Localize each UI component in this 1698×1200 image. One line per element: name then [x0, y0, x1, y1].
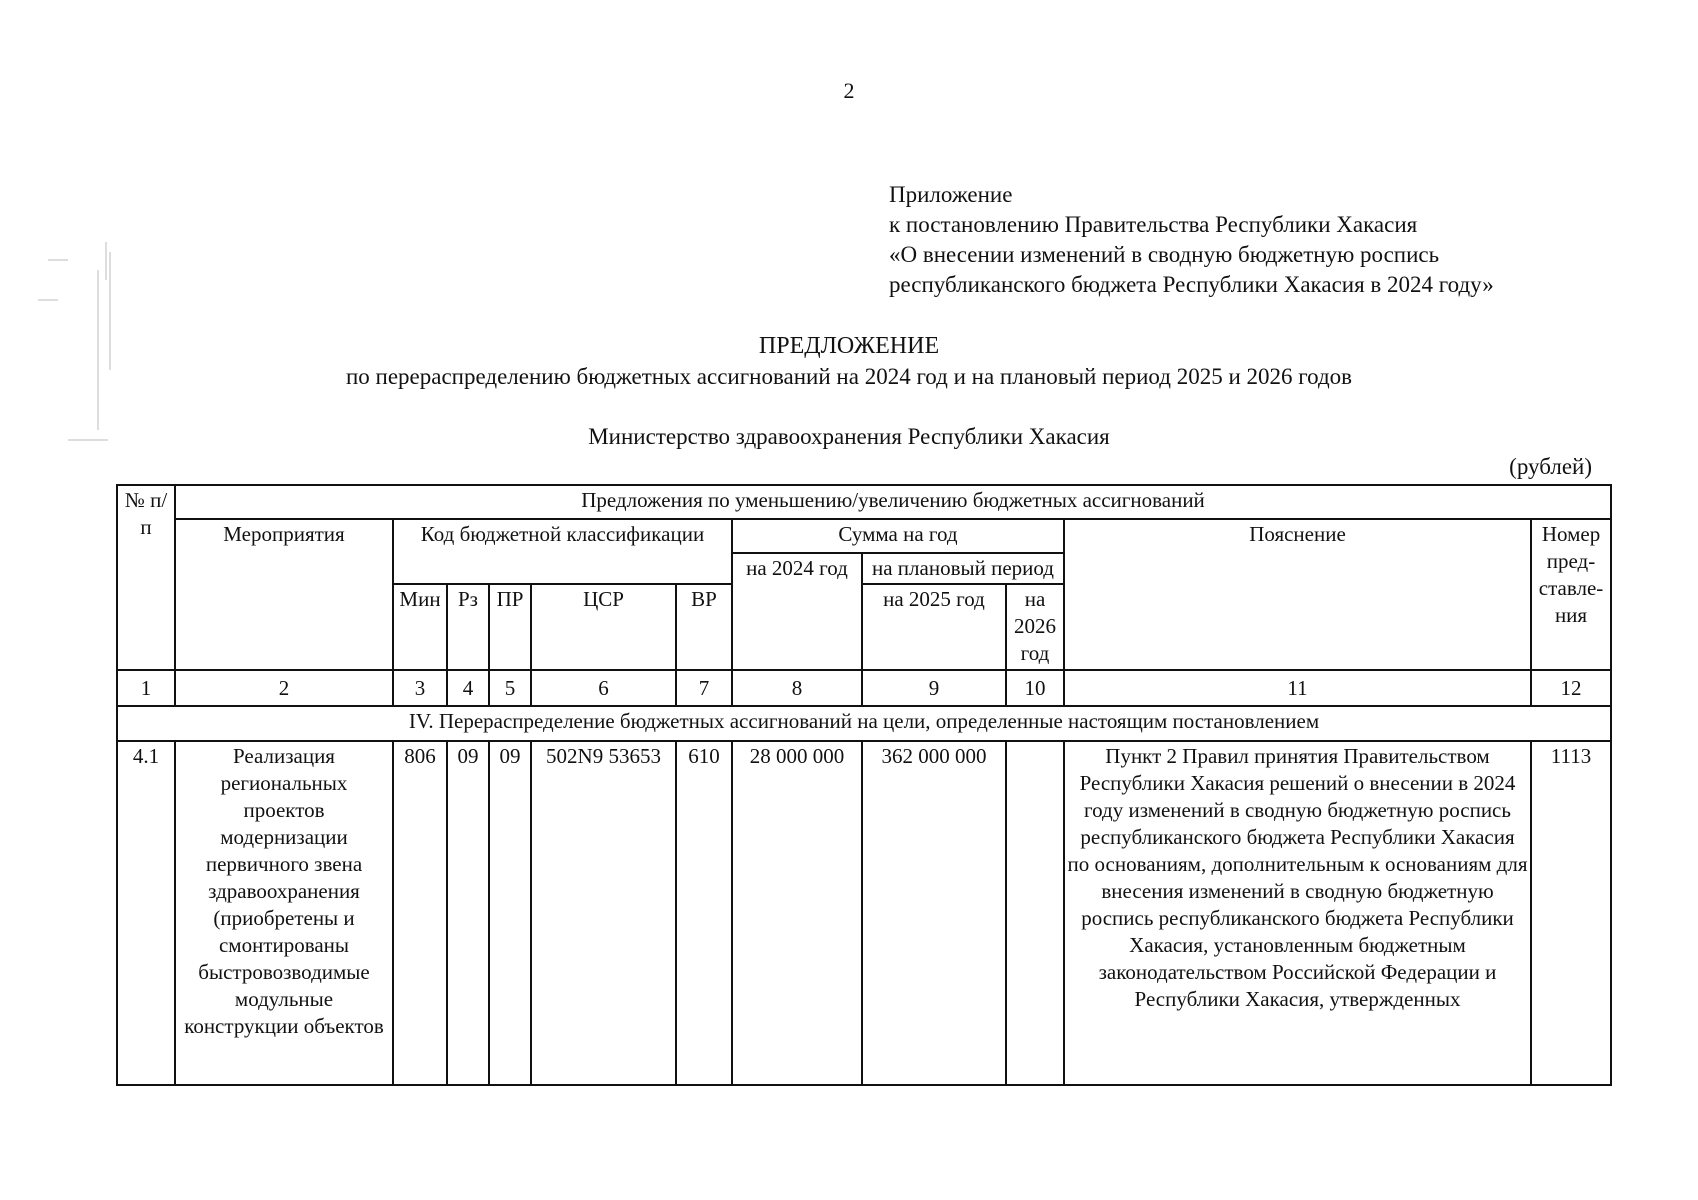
- appendix-line: «О внесении изменений в сводную бюджетную роспись: [889, 242, 1440, 267]
- row-amount-2024: 28 000 000: [732, 741, 862, 1085]
- row-amount-2026: [1006, 741, 1064, 1085]
- header-num: № п/п: [117, 485, 175, 670]
- appendix-line: Приложение: [889, 182, 1013, 207]
- row-min: 806: [393, 741, 447, 1085]
- column-number: 5: [489, 670, 531, 706]
- header-rz: Рз: [447, 584, 489, 670]
- appendix-line: к постановлению Правительства Республики Хакасия: [889, 212, 1418, 237]
- header-sum: Сумма на год: [732, 519, 1064, 553]
- row-amount-2025: 362 000 000: [862, 741, 1006, 1085]
- units-label: (рублей): [1509, 454, 1592, 479]
- row-pr: 09: [489, 741, 531, 1085]
- header-min: Мин: [393, 584, 447, 670]
- header-year-2026: на 2026 год: [1006, 584, 1064, 670]
- column-number: 7: [676, 670, 732, 706]
- row-measure: Реализация региональных проектов модернизации первичного звена здравоохранения (приобретены и смонтированы быстровозводимые модульные конструкции объектов: [175, 741, 393, 1085]
- table-row: [117, 741, 1611, 1085]
- section-heading: IV. Перераспределение бюджетных ассигнований на цели, определенные настоящим постановлением: [117, 706, 1611, 741]
- column-number: 1: [117, 670, 175, 706]
- header-csr: ЦСР: [531, 584, 676, 670]
- document-title: ПРЕДЛОЖЕНИЕ: [758, 333, 940, 359]
- header-measures: Мероприятия: [175, 519, 393, 670]
- header-year-2024: на 2024 год: [732, 553, 862, 670]
- header-pr: ПР: [489, 584, 531, 670]
- header-rep-number: Номер пред-ставле-ния: [1531, 519, 1611, 670]
- header-vr: ВР: [676, 584, 732, 670]
- header-group: Предложения по уменьшению/увеличению бюджетных ассигнований: [175, 485, 1611, 519]
- column-number: 10: [1006, 670, 1064, 706]
- row-rep-number: 1113: [1531, 741, 1611, 1085]
- document-subtitle: по перераспределению бюджетных ассигнований на 2024 год и на плановый период 2025 и 2026 годов: [345, 364, 1353, 389]
- page-number: 2: [843, 78, 855, 103]
- appendix-block: [889, 180, 1494, 300]
- column-number: 3: [393, 670, 447, 706]
- row-csr: 502N9 53653: [531, 741, 676, 1085]
- column-number: 11: [1064, 670, 1531, 706]
- row-explanation: Пункт 2 Правил принятия Правительством Республики Хакасия решений о внесении в 2024 году изменений в сводную бюджетную роспись республиканского бюджета Республики Хакасия по основаниям, дополнительным к основаниям для внесения изменений в сводную бюджетную роспись республиканского бюджета Республики Хакасия, установленным бюджетным законодательством Российской Федерации и Республики Хакасия, утвержденных: [1064, 741, 1531, 1085]
- column-number: 8: [732, 670, 862, 706]
- column-number: 6: [531, 670, 676, 706]
- column-number: 9: [862, 670, 1006, 706]
- column-number: 2: [175, 670, 393, 706]
- header-year-2025: на 2025 год: [862, 584, 1006, 670]
- ministry-name: Министерство здравоохранения Республики Хакасия: [588, 424, 1110, 449]
- column-number: 4: [447, 670, 489, 706]
- header-budget-code: Код бюджетной классификации: [393, 519, 732, 584]
- row-num: 4.1: [117, 741, 175, 1085]
- budget-table: [116, 484, 1612, 1086]
- column-number: 12: [1531, 670, 1611, 706]
- appendix-line: республиканского бюджета Республики Хакасия в 2024 году»: [889, 272, 1494, 297]
- header-planned-period: на плановый период: [862, 553, 1064, 584]
- row-vr: 610: [676, 741, 732, 1085]
- header-explanation: Пояснение: [1064, 519, 1531, 670]
- row-rz: 09: [447, 741, 489, 1085]
